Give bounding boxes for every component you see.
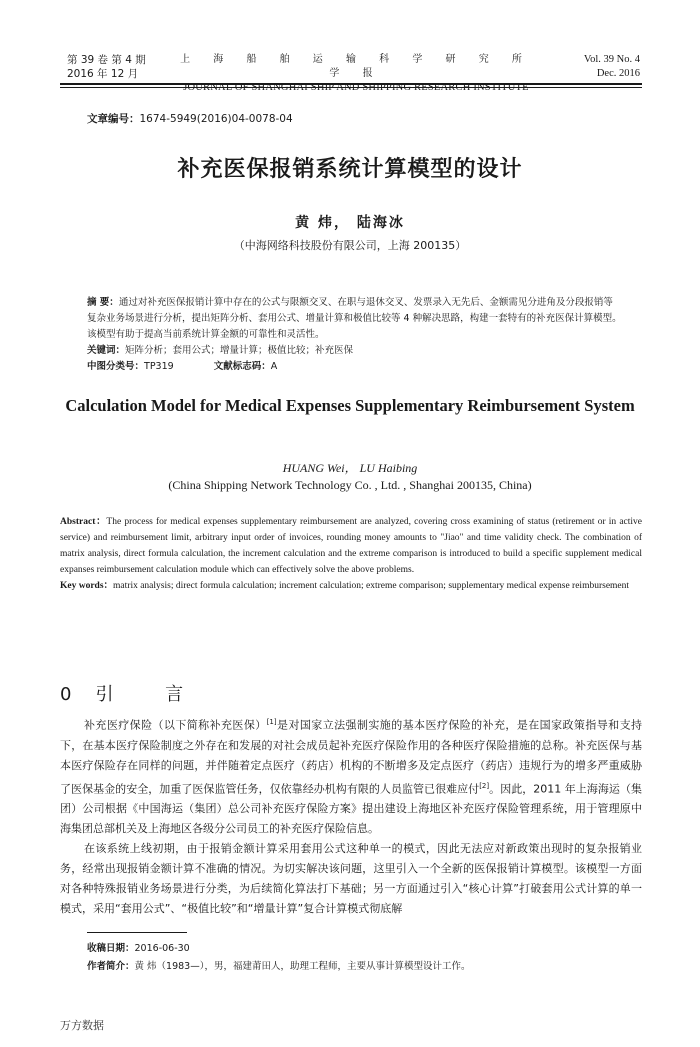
keywords-cn-label: 关键词： <box>87 345 126 356</box>
clc-label: 中图分类号： <box>87 361 145 372</box>
header-right <box>584 53 640 81</box>
citation-2[interactable]: [2] <box>479 781 490 790</box>
keywords-en-label: Key words： <box>60 581 114 591</box>
doc-code-label: 文献标志码： <box>213 361 271 372</box>
received-label: 收稿日期： <box>87 943 135 954</box>
author-bio <box>87 958 642 976</box>
authors-cn: 黄 炜， 陆海冰 <box>295 215 405 231</box>
section-title: 引 言 <box>95 684 202 705</box>
author-bio-label: 作者简介： <box>87 961 135 972</box>
received-value: 2016-06-30 <box>134 943 190 954</box>
abstract-cn-text: 通过对补充医保报销计算中存在的公式与限额交叉、在职与退休交叉、发票录入无先后、金额需见分进角及分段报销等复杂业务场景进行分析，提出矩阵分析、套用公式、增量计算和极值比较等 4 种解决思路，构建一套特有的补充医保计算模型。该模型有助于提高当前系统计算金额的可靠性和灵活性。 <box>87 297 622 340</box>
doc-code-value: A <box>270 361 278 372</box>
affiliation-en: (China Shipping Network Technology Co. , Ltd. , Shanghai 200135, China) <box>168 478 532 492</box>
volume-issue-en: Vol. 39 No. 4 <box>583 54 640 65</box>
volume-issue-cn: 第 39 卷 第 4 期 <box>67 54 146 66</box>
author-bio-text: 黄 炜（1983—），男，福建莆田人，助理工程师，主要从事计算模型设计工作。 <box>134 961 471 972</box>
body-paragraph-1 <box>60 712 642 839</box>
header-left <box>67 53 146 81</box>
authors-en: HUANG Wei， LU Haibing <box>282 461 418 475</box>
body-paragraph-2: 在该系统上线初期，由于报销金额计算采用套用公式这种单一的模式，因此无法应对新政策出现时的复杂报销业务，经常出现报销金额计算不准确的情况。为切实解决该问题，这里引入一个全新的医保报销计算模型。该模型一方面对各种特殊报销业务场景进行分类，为后续简化算法打下基础；另一方面通过引入“核心计算”打破套用公式计算的单一模式，采用“套用公式”、“极值比较”和“增量计算”复合计算模式彻底解 <box>60 842 642 916</box>
footnote-rule <box>87 932 187 933</box>
footnotes <box>87 940 642 976</box>
article-number <box>87 111 293 126</box>
article-number-label: 文章编号： <box>87 113 140 125</box>
section-number: 0 <box>60 684 72 705</box>
body-p1-part-b: 是对国家立法强制实施的基本医疗保险的补充，是在国家政策指导和支持下，在基本医疗保险制度之外存在和发展的对社会成员起补充医疗保险作用的各种医疗保险措施的总称。补充医保与基本医疗保险存在同样的问题，并伴随着定点医疗（药店）机构的不断增多及定点医疗（药店）违规行为的增多严重威胁了医保基金的安全，加重了医保监管任务，仅依靠经办机构有限的人员监管已很难应付 <box>60 718 643 796</box>
clc-value: TP319 <box>144 361 174 372</box>
date-en: Dec. 2016 <box>596 68 640 79</box>
abstract-cn <box>87 295 622 375</box>
classification <box>87 359 622 375</box>
header-rule-thick <box>60 83 642 85</box>
journal-name-en: JOURNAL OF SHANGHAI SHIP AND SHIPPING RESEARCH INSTITUTE <box>183 82 529 93</box>
body-p1-part-a: 补充医疗保险（以下简称补充医保） <box>84 718 267 732</box>
abstract-cn-label: 摘 要： <box>87 297 119 308</box>
date-cn: 2016 年 12 月 <box>67 68 139 80</box>
watermark: 万方数据 <box>60 1019 104 1032</box>
body-p1-part-c: 。因此，2011 年上海海运（集团）公司根据《中国海运（集团）总公司补充医疗保险方案》提出建设上海地区补充医疗保险管理系统，用于管理原中海集团总部机关及上海地区各级分公司员工的补充医疗保险信息。 <box>60 782 642 836</box>
keywords-en <box>60 578 642 594</box>
abstract-en-label: Abstract： <box>60 517 107 527</box>
header-journal <box>170 53 542 95</box>
paper-title-cn: 补充医保报销系统计算模型的设计 <box>177 157 523 182</box>
article-number-value: 1674-5949(2016)04-0078-04 <box>139 113 293 125</box>
keywords-cn-text: 矩阵分析；套用公式；增量计算；极值比较；补充医保 <box>125 345 354 356</box>
keywords-cn <box>87 343 622 359</box>
affiliation-cn: （中海网络科技股份有限公司，上海 200135） <box>233 239 467 252</box>
received-date <box>87 940 642 958</box>
section-heading <box>60 680 201 706</box>
header-rule-thin <box>60 87 642 88</box>
abstract-en-text: The process for medical expenses supplementary reimbursement are analyzed, covering cross examining of status (retirement or in active service) and reimbursement limit, arbitrary input order of invoices, rounding money amounts to "Jiao" and time validity check. The combination of matrix analysis, direct formula calculation, the increment calculation and the extreme comparison is introduced to build a specific supplement medical expanses reimbursement calculation module which can effectively solve the above problems. <box>60 517 642 575</box>
abstract-en-paragraph <box>60 514 642 578</box>
journal-name-cn: 上 海 船 舶 运 输 科 学 研 究 所 学 报 <box>180 54 532 79</box>
paper-title-en: Calculation Model for Medical Expenses Supplementary Reimbursement System <box>65 396 635 415</box>
keywords-en-text: matrix analysis; direct formula calculation; increment calculation; extreme comparison; supplementary medical expense reimbursement <box>113 581 630 591</box>
body-text <box>60 712 642 919</box>
abstract-cn-paragraph <box>87 295 622 343</box>
abstract-en <box>60 514 642 594</box>
citation-1[interactable]: [1] <box>266 718 277 726</box>
